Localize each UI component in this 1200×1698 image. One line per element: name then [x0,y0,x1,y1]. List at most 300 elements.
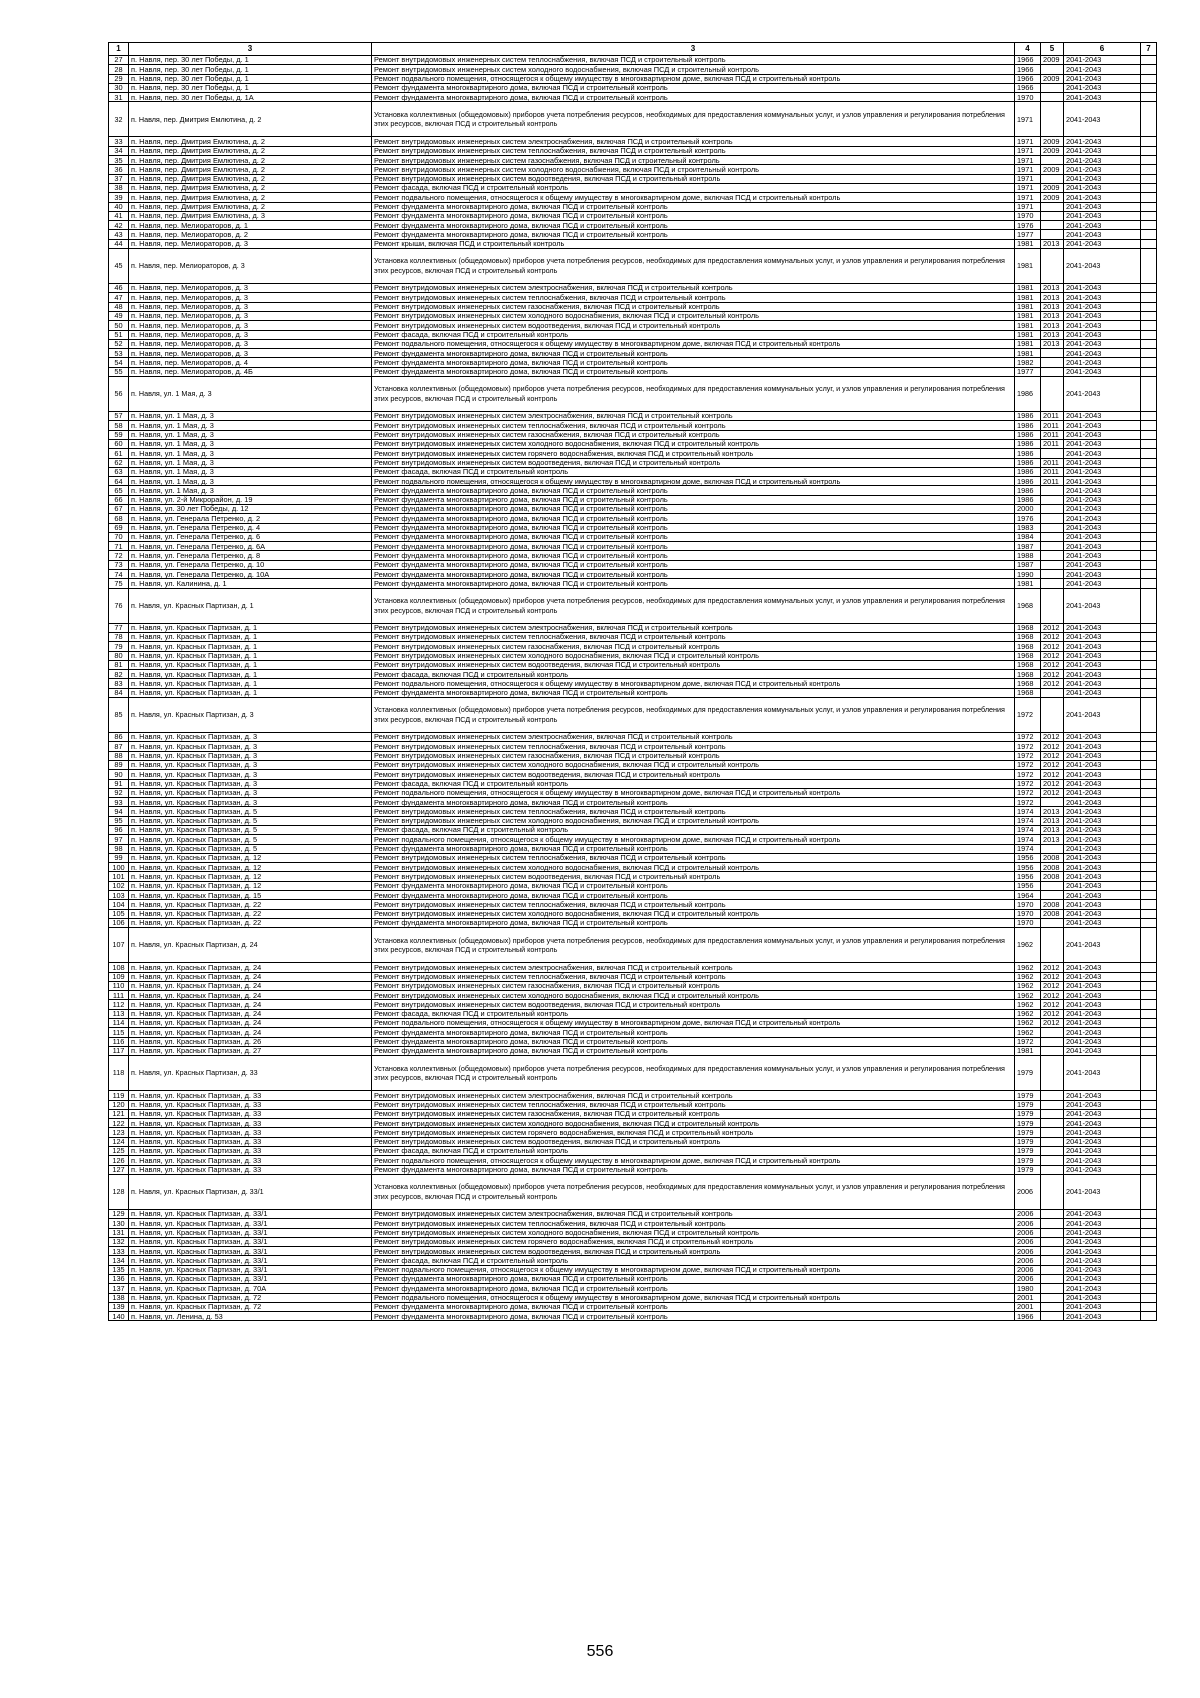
header-row [109,43,1157,56]
column-7-cell [1141,523,1157,532]
work-description-cell: Установка коллективных (общедомовых) приборов учета потребления ресурсов, необходимых для предоставления коммунальных услуг, и узлов управления и регулирования потребления этих ресурсов, включая ПСД и строительный контроль [372,588,1015,623]
row-number-cell: 106 [109,918,129,927]
build-year-cell: 1971 [1015,183,1041,192]
planned-period-cell: 2041-2043 [1064,1128,1141,1137]
column-7-cell [1141,165,1157,174]
address-cell: п. Навля, ул. Генерала Петренко, д. 2 [129,514,372,523]
address-cell: п. Навля, ул. Красных Партизан, д. 24 [129,1009,372,1018]
build-year-cell: 1979 [1015,1109,1041,1118]
table-row [109,918,1157,927]
header-cell: 1 [109,43,129,56]
table-row [109,311,1157,320]
table-row [109,972,1157,981]
build-year-cell: 1968 [1015,670,1041,679]
build-year-cell: 1968 [1015,651,1041,660]
table-row [109,514,1157,523]
planned-period-cell: 2041-2043 [1064,221,1141,230]
planned-period-cell: 2041-2043 [1064,93,1141,102]
last-repair-year-cell [1041,532,1064,541]
planned-period-cell: 2041-2043 [1064,881,1141,890]
planned-period-cell: 2041-2043 [1064,900,1141,909]
column-7-cell [1141,532,1157,541]
row-number-cell: 42 [109,221,129,230]
table-row [109,330,1157,339]
column-7-cell [1141,230,1157,239]
build-year-cell: 1976 [1015,221,1041,230]
row-number-cell: 109 [109,972,129,981]
column-7-cell [1141,1174,1157,1209]
build-year-cell: 1966 [1015,74,1041,83]
last-repair-year-cell [1041,102,1064,137]
build-year-cell: 1972 [1015,760,1041,769]
column-7-cell [1141,807,1157,816]
column-7-cell [1141,1312,1157,1321]
build-year-cell: 1977 [1015,367,1041,376]
address-cell: п. Навля, пер. Дмитрия Емлютина, д. 2 [129,146,372,155]
table-row [109,477,1157,486]
planned-period-cell: 2041-2043 [1064,788,1141,797]
work-description-cell: Ремонт фундамента многоквартирного дома, включая ПСД и строительный контроль [372,1165,1015,1174]
last-repair-year-cell [1041,249,1064,284]
last-repair-year-cell [1041,93,1064,102]
table-row [109,1019,1157,1028]
table-row [109,733,1157,742]
planned-period-cell: 2041-2043 [1064,458,1141,467]
address-cell: п. Навля, ул. Красных Партизан, д. 27 [129,1046,372,1055]
work-description-cell: Ремонт подвального помещения, относящегося к общему имуществу в многоквартирном доме, включая ПСД и строительный контроль [372,1156,1015,1165]
address-cell: п. Навля, ул. Красных Партизан, д. 33 [129,1091,372,1100]
address-cell: п. Навля, пер. Мелиораторов, д. 3 [129,349,372,358]
column-7-cell [1141,972,1157,981]
header-cell: 4 [1015,43,1041,56]
table-row [109,642,1157,651]
work-description-cell: Ремонт внутридомовых инженерных систем газоснабжения, включая ПСД и строительный контроль [372,430,1015,439]
build-year-cell: 1972 [1015,698,1041,733]
work-description-cell: Ремонт внутридомовых инженерных систем горячего водоснабжения, включая ПСД и строительный контроль [372,1237,1015,1246]
repair-register-table [108,42,1157,1321]
work-description-cell: Ремонт фасада, включая ПСД и строительный контроль [372,826,1015,835]
column-7-cell [1141,1274,1157,1283]
table-row [109,651,1157,660]
row-number-cell: 82 [109,670,129,679]
work-description-cell: Ремонт фундамента многоквартирного дома, включая ПСД и строительный контроль [372,1028,1015,1037]
row-number-cell: 99 [109,853,129,862]
last-repair-year-cell: 2013 [1041,302,1064,311]
table-row [109,495,1157,504]
last-repair-year-cell: 2011 [1041,477,1064,486]
address-cell: п. Навля, ул. Красных Партизан, д. 3 [129,798,372,807]
work-description-cell: Ремонт фасада, включая ПСД и строительный контроль [372,330,1015,339]
row-number-cell: 98 [109,844,129,853]
table-row [109,421,1157,430]
column-7-cell [1141,798,1157,807]
column-7-cell [1141,623,1157,632]
build-year-cell: 2006 [1015,1265,1041,1274]
address-cell: п. Навля, пер. Дмитрия Емлютина, д. 3 [129,211,372,220]
row-number-cell: 50 [109,321,129,330]
column-7-cell [1141,56,1157,65]
build-year-cell: 1970 [1015,909,1041,918]
last-repair-year-cell [1041,844,1064,853]
last-repair-year-cell: 2011 [1041,467,1064,476]
table-row [109,881,1157,890]
table-row [109,339,1157,348]
address-cell: п. Навля, ул. Красных Партизан, д. 33/1 [129,1209,372,1218]
address-cell: п. Навля, пер. Дмитрия Емлютина, д. 2 [129,183,372,192]
address-cell: п. Навля, ул. Красных Партизан, д. 72 [129,1302,372,1311]
planned-period-cell: 2041-2043 [1064,1247,1141,1256]
header-cell: 6 [1064,43,1141,56]
table-row [109,221,1157,230]
table-row [109,1109,1157,1118]
last-repair-year-cell [1041,579,1064,588]
last-repair-year-cell [1041,377,1064,412]
planned-period-cell: 2041-2043 [1064,193,1141,202]
last-repair-year-cell [1041,495,1064,504]
build-year-cell: 1981 [1015,239,1041,248]
row-number-cell: 48 [109,302,129,311]
table-row [109,742,1157,751]
row-number-cell: 100 [109,863,129,872]
work-description-cell: Ремонт внутридомовых инженерных систем электроснабжения, включая ПСД и строительный контроль [372,137,1015,146]
table-row [109,872,1157,881]
planned-period-cell: 2041-2043 [1064,74,1141,83]
last-repair-year-cell [1041,1056,1064,1091]
row-number-cell: 51 [109,330,129,339]
table-row [109,377,1157,412]
planned-period-cell: 2041-2043 [1064,570,1141,579]
column-7-cell [1141,1256,1157,1265]
planned-period-cell: 2041-2043 [1064,146,1141,155]
row-number-cell: 62 [109,458,129,467]
table-row [109,798,1157,807]
column-7-cell [1141,339,1157,348]
address-cell: п. Навля, ул. Красных Партизан, д. 24 [129,1000,372,1009]
work-description-cell: Ремонт внутридомовых инженерных систем теплоснабжения, включая ПСД и строительный контроль [372,421,1015,430]
work-description-cell: Ремонт фундамента многоквартирного дома, включая ПСД и строительный контроль [372,844,1015,853]
last-repair-year-cell [1041,202,1064,211]
build-year-cell: 1974 [1015,844,1041,853]
column-7-cell [1141,146,1157,155]
planned-period-cell: 2041-2043 [1064,1302,1141,1311]
planned-period-cell: 2041-2043 [1064,321,1141,330]
build-year-cell: 1962 [1015,1000,1041,1009]
build-year-cell: 1956 [1015,853,1041,862]
planned-period-cell: 2041-2043 [1064,349,1141,358]
last-repair-year-cell [1041,891,1064,900]
work-description-cell: Ремонт фундамента многоквартирного дома, включая ПСД и строительный контроль [372,1302,1015,1311]
last-repair-year-cell: 2008 [1041,900,1064,909]
column-7-cell [1141,981,1157,990]
address-cell: п. Навля, ул. Красных Партизан, д. 72 [129,1293,372,1302]
build-year-cell: 1962 [1015,972,1041,981]
build-year-cell: 1986 [1015,377,1041,412]
work-description-cell: Ремонт внутридомовых инженерных систем водоотведения, включая ПСД и строительный контроль [372,1137,1015,1146]
address-cell: п. Навля, ул. Красных Партизан, д. 33 [129,1137,372,1146]
work-description-cell: Установка коллективных (общедомовых) приборов учета потребления ресурсов, необходимых для предоставления коммунальных услуг, и узлов управления и регулирования потребления этих ресурсов, включая ПСД и строительный контроль [372,1056,1015,1091]
address-cell: п. Навля, пер. 30 лет Победы, д. 1 [129,65,372,74]
row-number-cell: 121 [109,1109,129,1118]
table-row [109,1000,1157,1009]
row-number-cell: 35 [109,156,129,165]
work-description-cell: Ремонт внутридомовых инженерных систем водоотведения, включая ПСД и строительный контроль [372,321,1015,330]
column-7-cell [1141,1091,1157,1100]
planned-period-cell: 2041-2043 [1064,65,1141,74]
last-repair-year-cell [1041,1274,1064,1283]
work-description-cell: Ремонт внутридомовых инженерных систем теплоснабжения, включая ПСД и строительный контроль [372,146,1015,155]
address-cell: п. Навля, ул. 1 Мая, д. 3 [129,430,372,439]
table-row [109,588,1157,623]
build-year-cell: 1986 [1015,495,1041,504]
address-cell: п. Навля, пер. Мелиораторов, д. 3 [129,311,372,320]
row-number-cell: 124 [109,1137,129,1146]
column-7-cell [1141,1109,1157,1118]
address-cell: п. Навля, пер. Мелиораторов, д. 3 [129,330,372,339]
address-cell: п. Навля, ул. Красных Партизан, д. 3 [129,698,372,733]
last-repair-year-cell: 2012 [1041,770,1064,779]
table-body [109,56,1157,1321]
work-description-cell: Ремонт фундамента многоквартирного дома, включая ПСД и строительный контроль [372,349,1015,358]
address-cell: п. Навля, ул. Красных Партизан, д. 12 [129,863,372,872]
address-cell: п. Навля, ул. Генерала Петренко, д. 6А [129,542,372,551]
column-7-cell [1141,733,1157,742]
column-7-cell [1141,670,1157,679]
work-description-cell: Ремонт фасада, включая ПСД и строительный контроль [372,1256,1015,1265]
table-row [109,193,1157,202]
work-description-cell: Ремонт фасада, включая ПСД и строительный контроль [372,1147,1015,1156]
address-cell: п. Навля, ул. Красных Партизан, д. 33/1 [129,1174,372,1209]
table-row [109,991,1157,1000]
address-cell: п. Навля, ул. 1 Мая, д. 3 [129,486,372,495]
table-row [109,230,1157,239]
table-row [109,770,1157,779]
build-year-cell: 1986 [1015,458,1041,467]
planned-period-cell: 2041-2043 [1064,588,1141,623]
planned-period-cell: 2041-2043 [1064,632,1141,641]
row-number-cell: 34 [109,146,129,155]
column-7-cell [1141,1284,1157,1293]
address-cell: п. Навля, ул. Красных Партизан, д. 24 [129,1028,372,1037]
table-row [109,1228,1157,1237]
planned-period-cell: 2041-2043 [1064,760,1141,769]
row-number-cell: 39 [109,193,129,202]
address-cell: п. Навля, ул. Красных Партизан, д. 33 [129,1119,372,1128]
last-repair-year-cell: 2012 [1041,788,1064,797]
last-repair-year-cell [1041,798,1064,807]
table-row [109,698,1157,733]
row-number-cell: 45 [109,249,129,284]
column-7-cell [1141,632,1157,641]
column-7-cell [1141,928,1157,963]
build-year-cell: 2006 [1015,1209,1041,1218]
column-7-cell [1141,367,1157,376]
build-year-cell: 1968 [1015,688,1041,697]
column-7-cell [1141,514,1157,523]
planned-period-cell: 2041-2043 [1064,872,1141,881]
last-repair-year-cell [1041,211,1064,220]
table-row [109,688,1157,697]
last-repair-year-cell [1041,1302,1064,1311]
work-description-cell: Ремонт внутридомовых инженерных систем холодного водоснабжения, включая ПСД и строительный контроль [372,439,1015,448]
work-description-cell: Ремонт внутридомовых инженерных систем теплоснабжения, включая ПСД и строительный контроль [372,1219,1015,1228]
column-7-cell [1141,486,1157,495]
build-year-cell: 1981 [1015,302,1041,311]
planned-period-cell: 2041-2043 [1064,83,1141,92]
last-repair-year-cell: 2012 [1041,623,1064,632]
table-row [109,751,1157,760]
last-repair-year-cell: 2013 [1041,835,1064,844]
build-year-cell: 2006 [1015,1237,1041,1246]
table-row [109,430,1157,439]
row-number-cell: 138 [109,1293,129,1302]
column-7-cell [1141,642,1157,651]
column-7-cell [1141,412,1157,421]
last-repair-year-cell [1041,449,1064,458]
planned-period-cell: 2041-2043 [1064,991,1141,1000]
row-number-cell: 49 [109,311,129,320]
build-year-cell: 1981 [1015,284,1041,293]
build-year-cell: 1972 [1015,779,1041,788]
table-row [109,826,1157,835]
last-repair-year-cell [1041,523,1064,532]
last-repair-year-cell: 2009 [1041,193,1064,202]
planned-period-cell: 2041-2043 [1064,495,1141,504]
column-7-cell [1141,156,1157,165]
planned-period-cell: 2041-2043 [1064,377,1141,412]
last-repair-year-cell: 2012 [1041,760,1064,769]
address-cell: п. Навля, ул. Красных Партизан, д. 12 [129,853,372,862]
last-repair-year-cell [1041,588,1064,623]
build-year-cell: 1979 [1015,1156,1041,1165]
build-year-cell: 1981 [1015,1046,1041,1055]
build-year-cell: 1966 [1015,65,1041,74]
table-row [109,467,1157,476]
work-description-cell: Ремонт внутридомовых инженерных систем холодного водоснабжения, включая ПСД и строительный контроль [372,65,1015,74]
build-year-cell: 1974 [1015,835,1041,844]
planned-period-cell: 2041-2043 [1064,302,1141,311]
work-description-cell: Ремонт внутридомовых инженерных систем водоотведения, включая ПСД и строительный контроль [372,1247,1015,1256]
planned-period-cell: 2041-2043 [1064,1100,1141,1109]
work-description-cell: Ремонт фундамента многоквартирного дома, включая ПСД и строительный контроль [372,891,1015,900]
address-cell: п. Навля, ул. Ленина, д. 53 [129,1312,372,1321]
table-row [109,74,1157,83]
work-description-cell: Ремонт фундамента многоквартирного дома, включая ПСД и строительный контроль [372,688,1015,697]
row-number-cell: 90 [109,770,129,779]
work-description-cell: Ремонт внутридомовых инженерных систем холодного водоснабжения, включая ПСД и строительный контроль [372,1228,1015,1237]
work-description-cell: Ремонт подвального помещения, относящегося к общему имуществу в многоквартирном доме, включая ПСД и строительный контроль [372,835,1015,844]
work-description-cell: Ремонт внутридомовых инженерных систем газоснабжения, включая ПСД и строительный контроль [372,981,1015,990]
build-year-cell: 1986 [1015,477,1041,486]
build-year-cell: 1968 [1015,679,1041,688]
table-row [109,1219,1157,1228]
work-description-cell: Ремонт фундамента многоквартирного дома, включая ПСД и строительный контроль [372,93,1015,102]
work-description-cell: Ремонт подвального помещения, относящегося к общему имуществу в многоквартирном доме, включая ПСД и строительный контроль [372,679,1015,688]
work-description-cell: Ремонт внутридомовых инженерных систем газоснабжения, включая ПСД и строительный контроль [372,156,1015,165]
column-7-cell [1141,1119,1157,1128]
last-repair-year-cell [1041,514,1064,523]
work-description-cell: Ремонт фундамента многоквартирного дома, включая ПСД и строительный контроль [372,560,1015,569]
table-row [109,523,1157,532]
last-repair-year-cell [1041,1312,1064,1321]
row-number-cell: 38 [109,183,129,192]
column-7-cell [1141,779,1157,788]
column-7-cell [1141,449,1157,458]
address-cell: п. Навля, пер. Дмитрия Емлютина, д. 2 [129,174,372,183]
row-number-cell: 136 [109,1274,129,1283]
planned-period-cell: 2041-2043 [1064,165,1141,174]
column-7-cell [1141,579,1157,588]
column-7-cell [1141,1009,1157,1018]
column-7-cell [1141,909,1157,918]
row-number-cell: 128 [109,1174,129,1209]
last-repair-year-cell [1041,486,1064,495]
address-cell: п. Навля, пер. Мелиораторов, д. 2 [129,230,372,239]
column-7-cell [1141,1000,1157,1009]
table-row [109,293,1157,302]
table-row [109,1056,1157,1091]
row-number-cell: 27 [109,56,129,65]
column-7-cell [1141,83,1157,92]
address-cell: п. Навля, ул. Красных Партизан, д. 33/1 [129,1247,372,1256]
address-cell: п. Навля, пер. 30 лет Победы, д. 1 [129,56,372,65]
work-description-cell: Ремонт фундамента многоквартирного дома, включая ПСД и строительный контроль [372,579,1015,588]
row-number-cell: 117 [109,1046,129,1055]
build-year-cell: 1986 [1015,439,1041,448]
address-cell: п. Навля, ул. Красных Партизан, д. 22 [129,909,372,918]
row-number-cell: 132 [109,1237,129,1246]
last-repair-year-cell [1041,1091,1064,1100]
planned-period-cell: 2041-2043 [1064,1137,1141,1146]
work-description-cell: Ремонт фундамента многоквартирного дома, включая ПСД и строительный контроль [372,495,1015,504]
address-cell: п. Навля, ул. Красных Партизан, д. 12 [129,872,372,881]
row-number-cell: 77 [109,623,129,632]
build-year-cell: 1976 [1015,514,1041,523]
planned-period-cell: 2041-2043 [1064,1156,1141,1165]
last-repair-year-cell: 2009 [1041,183,1064,192]
address-cell: п. Навля, ул. Красных Партизан, д. 15 [129,891,372,900]
last-repair-year-cell: 2009 [1041,74,1064,83]
row-number-cell: 57 [109,412,129,421]
planned-period-cell: 2041-2043 [1064,1274,1141,1283]
planned-period-cell: 2041-2043 [1064,1109,1141,1118]
build-year-cell: 1971 [1015,156,1041,165]
planned-period-cell: 2041-2043 [1064,660,1141,669]
column-7-cell [1141,1237,1157,1246]
last-repair-year-cell: 2012 [1041,733,1064,742]
planned-period-cell: 2041-2043 [1064,1237,1141,1246]
table-row [109,863,1157,872]
table-row [109,504,1157,513]
column-7-cell [1141,872,1157,881]
last-repair-year-cell: 2013 [1041,321,1064,330]
work-description-cell: Ремонт подвального помещения, относящегося к общему имуществу в многоквартирном доме, включая ПСД и строительный контроль [372,477,1015,486]
planned-period-cell: 2041-2043 [1064,1046,1141,1055]
last-repair-year-cell [1041,349,1064,358]
header-cell: 7 [1141,43,1157,56]
page-number: 556 [586,1643,614,1660]
table-row [109,156,1157,165]
build-year-cell: 1979 [1015,1147,1041,1156]
work-description-cell: Ремонт фундамента многоквартирного дома, включая ПСД и строительный контроль [372,1037,1015,1046]
build-year-cell: 1968 [1015,588,1041,623]
work-description-cell: Ремонт внутридомовых инженерных систем горячего водоснабжения, включая ПСД и строительный контроль [372,449,1015,458]
planned-period-cell: 2041-2043 [1064,1037,1141,1046]
work-description-cell: Ремонт внутридомовых инженерных систем холодного водоснабжения, включая ПСД и строительный контроль [372,651,1015,660]
column-7-cell [1141,495,1157,504]
table-row [109,844,1157,853]
last-repair-year-cell [1041,542,1064,551]
planned-period-cell: 2041-2043 [1064,358,1141,367]
